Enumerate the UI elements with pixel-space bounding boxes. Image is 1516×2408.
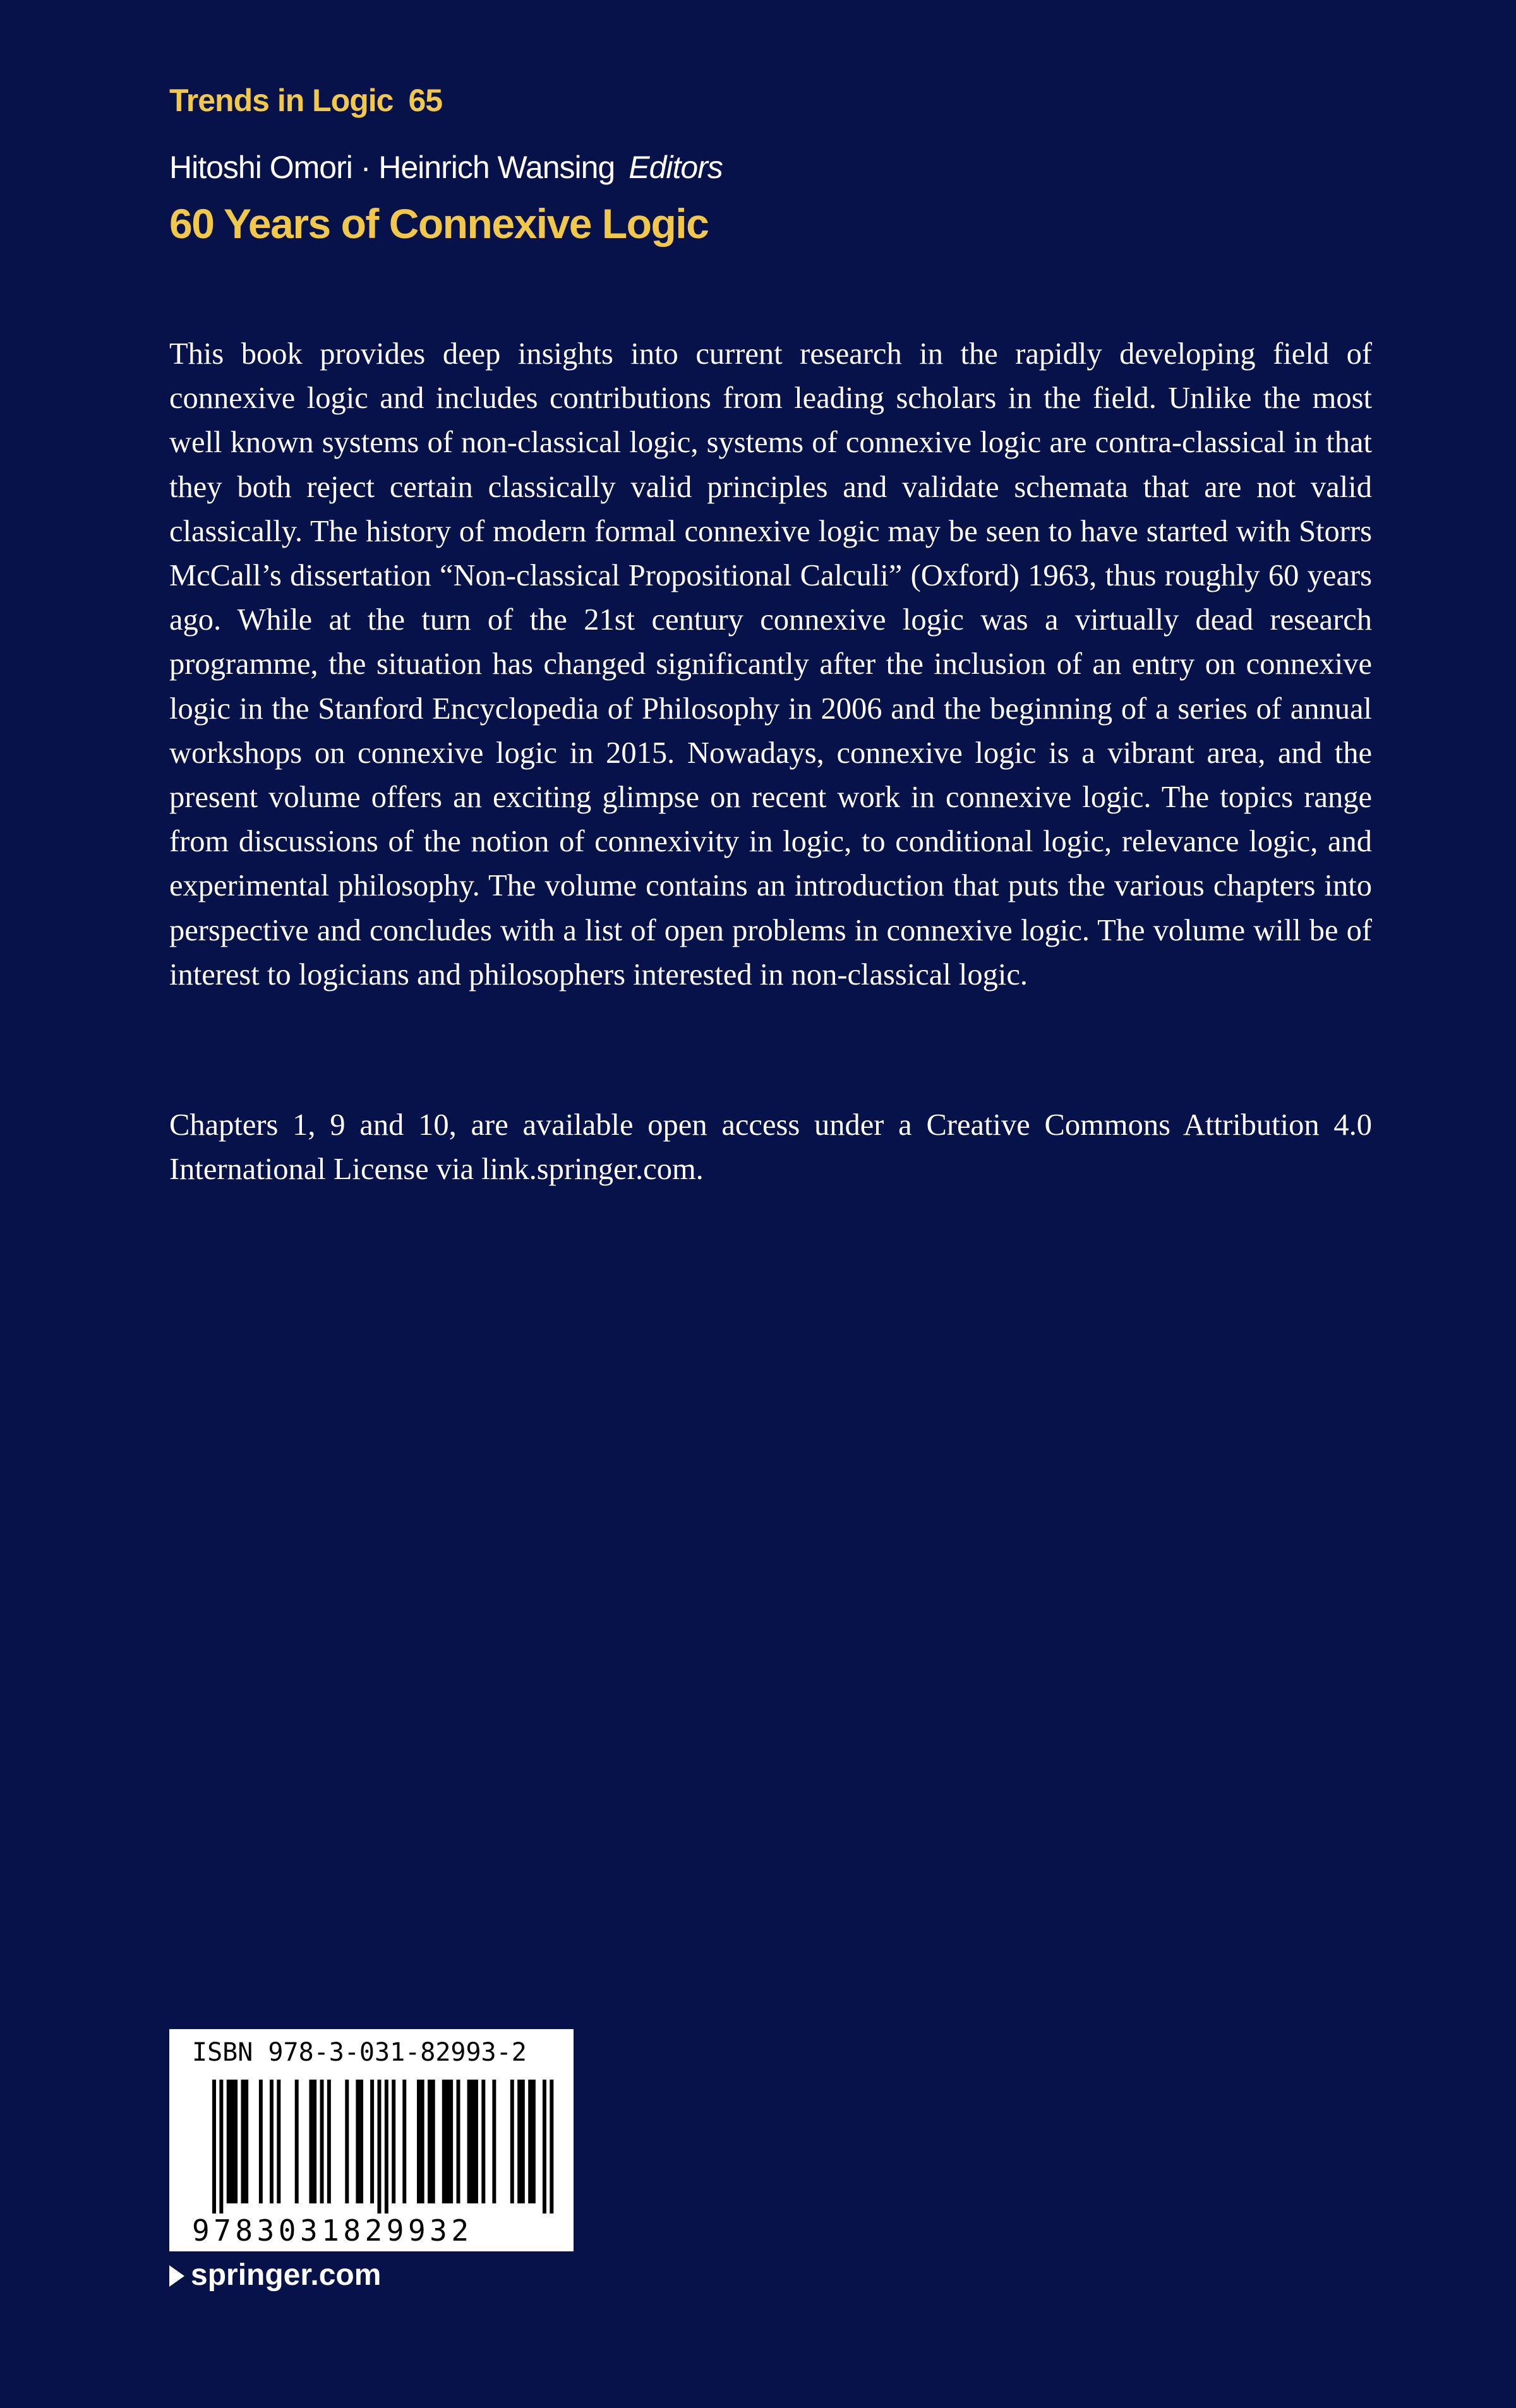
- barcode-bar: [431, 2080, 435, 2203]
- editors-line: [169, 149, 723, 186]
- barcode-bar: [230, 2080, 234, 2203]
- barcode-bar: [227, 2080, 231, 2203]
- open-access-note: Chapters 1, 9 and 10, are available open access under a Creative Commons Attribution 4.0 International License via link.springer.com.: [169, 1108, 1372, 1187]
- barcode-bar: [277, 2080, 280, 2203]
- barcode-bar: [385, 2080, 388, 2213]
- barcode-bar: [442, 2080, 446, 2203]
- series-line: [169, 82, 442, 119]
- barcode-bar: [543, 2080, 546, 2213]
- barcode-bar: [492, 2080, 496, 2203]
- barcode-bar: [510, 2080, 514, 2203]
- publisher-link[interactable]: [169, 2258, 381, 2292]
- barcode-bar: [550, 2080, 553, 2213]
- barcode-bar: [449, 2080, 453, 2203]
- isbn-label: ISBN 978-3-031-82993-2: [192, 2038, 527, 2067]
- barcode-bar: [417, 2080, 421, 2203]
- book-title: 60 Years of Connexive Logic: [169, 200, 709, 247]
- barcode-bar: [219, 2080, 223, 2213]
- barcode-bar: [471, 2080, 474, 2203]
- barcode-bar: [517, 2080, 521, 2203]
- barcode-bar: [345, 2080, 349, 2203]
- barcode-bar: [359, 2080, 363, 2203]
- barcode-bar: [313, 2080, 316, 2203]
- book-description: This book provides deep insights into current research in the rapidly developing field of connexive logic and includes contributions from leading scholars in the field. Unlike the most well known systems of non-classical logic, systems of connexive logic are contra-classical in that they both reject certain classically valid principles and validate schemata that are not valid classically. The history of modern formal connexive logic may be seen to have started with Storrs McCall’s dissertation “Non-classical Propositional Calculi” (Oxford) 1963, thus roughly 60 years ago. While at the turn of the 21st century connexive logic was a virtually dead research programme, the situation has changed significantly after the inclusion of an entry on connexive logic in the Stanford Encyclopedia of Philosophy in 2006 and the beginning of a series of annual workshops on connexive logic in 2015. Nowadays, connexive logic is a vibrant area, and the present volume offers an exciting glimpse on recent work in connexive logic. The topics range from discussions of the notion of connexivity in logic, to conditional logic, relevance logic, and experimental philosophy. The volume contains an introduction that puts the various chapters into perspective and concludes with a list of open problems in connexive logic. The volume will be of interest to logicians and philosophers interested in non-classical logic.: [169, 337, 1372, 991]
- editors-role: Editors: [629, 150, 723, 185]
- barcode-bar: [234, 2080, 238, 2203]
- isbn-barcode: [169, 2029, 574, 2251]
- publisher-link-text: springer.com: [191, 2258, 382, 2292]
- series-name: Trends in Logic: [169, 83, 394, 118]
- barcode-bar: [356, 2080, 359, 2203]
- barcode-bar: [528, 2080, 532, 2203]
- barcode-bar: [421, 2080, 424, 2203]
- barcode-bar: [320, 2080, 324, 2203]
- barcode-bar: [428, 2080, 431, 2203]
- barcode-bar: [241, 2080, 244, 2203]
- barcode-bar: [532, 2080, 536, 2203]
- barcode-bar: [467, 2080, 471, 2203]
- barcode-bar: [521, 2080, 525, 2203]
- barcode-bar: [244, 2080, 248, 2203]
- barcode-bar: [392, 2080, 395, 2203]
- editor-names: Hitoshi Omori · Heinrich Wansing: [169, 150, 615, 185]
- barcode-bar: [309, 2080, 313, 2203]
- ean-digits: 9783031829932: [192, 2213, 473, 2248]
- barcode-bar: [474, 2080, 478, 2203]
- barcode-bar: [327, 2080, 331, 2203]
- barcode-bar: [481, 2080, 485, 2203]
- barcode-bar: [259, 2080, 263, 2203]
- barcode-bar: [370, 2080, 374, 2203]
- barcode-bar: [445, 2080, 449, 2203]
- barcode-bar: [270, 2080, 274, 2203]
- barcode-bar: [377, 2080, 381, 2213]
- series-number: 65: [408, 83, 443, 118]
- play-arrow-icon: [169, 2265, 184, 2287]
- barcode-bar: [402, 2080, 406, 2203]
- barcode-bar: [212, 2080, 216, 2213]
- barcode-bars: [187, 2080, 560, 2213]
- barcode-bar: [457, 2080, 460, 2203]
- barcode-bar: [295, 2080, 299, 2203]
